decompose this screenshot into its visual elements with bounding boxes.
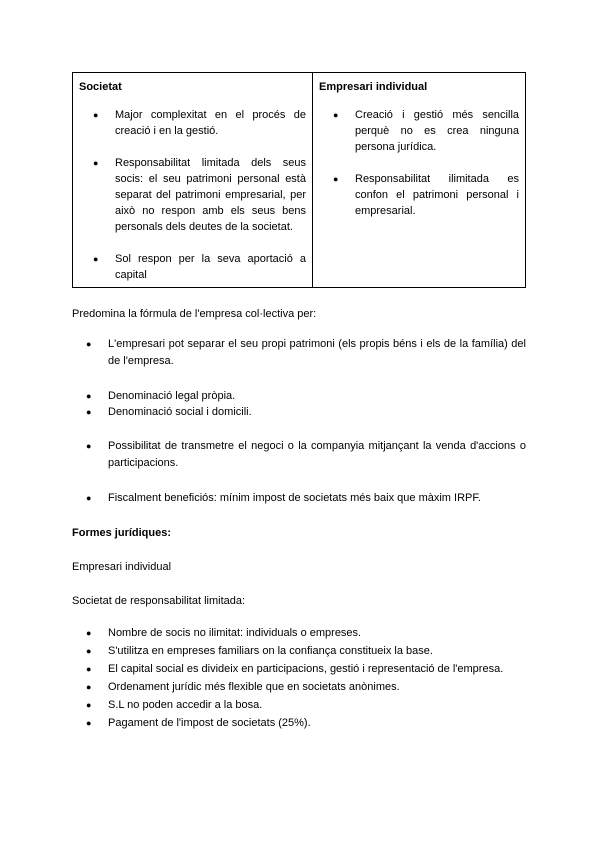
list-item: ● Creació i gestió més sencilla perquè no es crea ninguna persona jurídica. bbox=[319, 107, 519, 155]
list-item: ● S'utilitza en empreses familiars on la confiança constitueix la base. bbox=[72, 642, 526, 660]
list-item: ● Nombre de socis no ilimitat: individuals o empreses. bbox=[72, 624, 526, 642]
srl-intro: Societat de responsabilitat limitada: bbox=[72, 595, 246, 607]
header-empresari-individual: Empresari individual bbox=[313, 73, 526, 100]
list-item: ● Sol respon per la seva aportació a capital bbox=[79, 251, 306, 283]
predomina-intro: Predomina la fórmula de l'empresa col·lectiva per: bbox=[72, 308, 317, 320]
formes-heading: Formes jurídiques: bbox=[72, 527, 172, 539]
list-item: ● Denominació legal pròpia. bbox=[72, 388, 526, 404]
cell-societat bbox=[73, 99, 313, 288]
list-item: ● Fiscalment beneficiós: mínim impost de societats més baix que màxim IRPF. bbox=[72, 490, 526, 506]
list-item: ● L'empresari pot separar el seu propi patrimoni (els propis béns i els de la família) del de l'empresa. bbox=[72, 336, 526, 370]
list-item: ● El capital social es divideix en participacions, gestió i representació de l'empresa. bbox=[72, 660, 526, 678]
srl-list bbox=[72, 624, 526, 732]
societat-list bbox=[79, 107, 306, 283]
header-societat: Societat bbox=[73, 73, 313, 100]
cell-empresari-individual bbox=[313, 99, 526, 288]
empresari-list bbox=[319, 107, 519, 219]
list-item: ● Responsabilitat limitada dels seus socis: el seu patrimoni personal està separat del patrimoni empresarial, per això no respon amb els seus bens personals dels deutes de la societat. bbox=[79, 155, 306, 235]
predomina-list bbox=[72, 336, 526, 506]
comparison-table bbox=[72, 72, 526, 288]
list-item: ● Responsabilitat ilimitada es confon el patrimoni personal i empresarial. bbox=[319, 171, 519, 219]
list-item: ● Denominació social i domicili. bbox=[72, 404, 526, 420]
list-item: ● Pagament de l'impost de societats (25%). bbox=[72, 714, 526, 732]
list-item: ● Major complexitat en el procés de creació i en la gestió. bbox=[79, 107, 306, 139]
list-item: ● S.L no poden accedir a la bosa. bbox=[72, 696, 526, 714]
list-item: ● Possibilitat de transmetre el negoci o la companyia mitjançant la venda d'accions o participacions. bbox=[72, 438, 526, 472]
list-item: ● Ordenament jurídic més flexible que en societats anònimes. bbox=[72, 678, 526, 696]
empresari-individual-label: Empresari individual bbox=[72, 561, 172, 573]
document-page bbox=[72, 72, 526, 732]
